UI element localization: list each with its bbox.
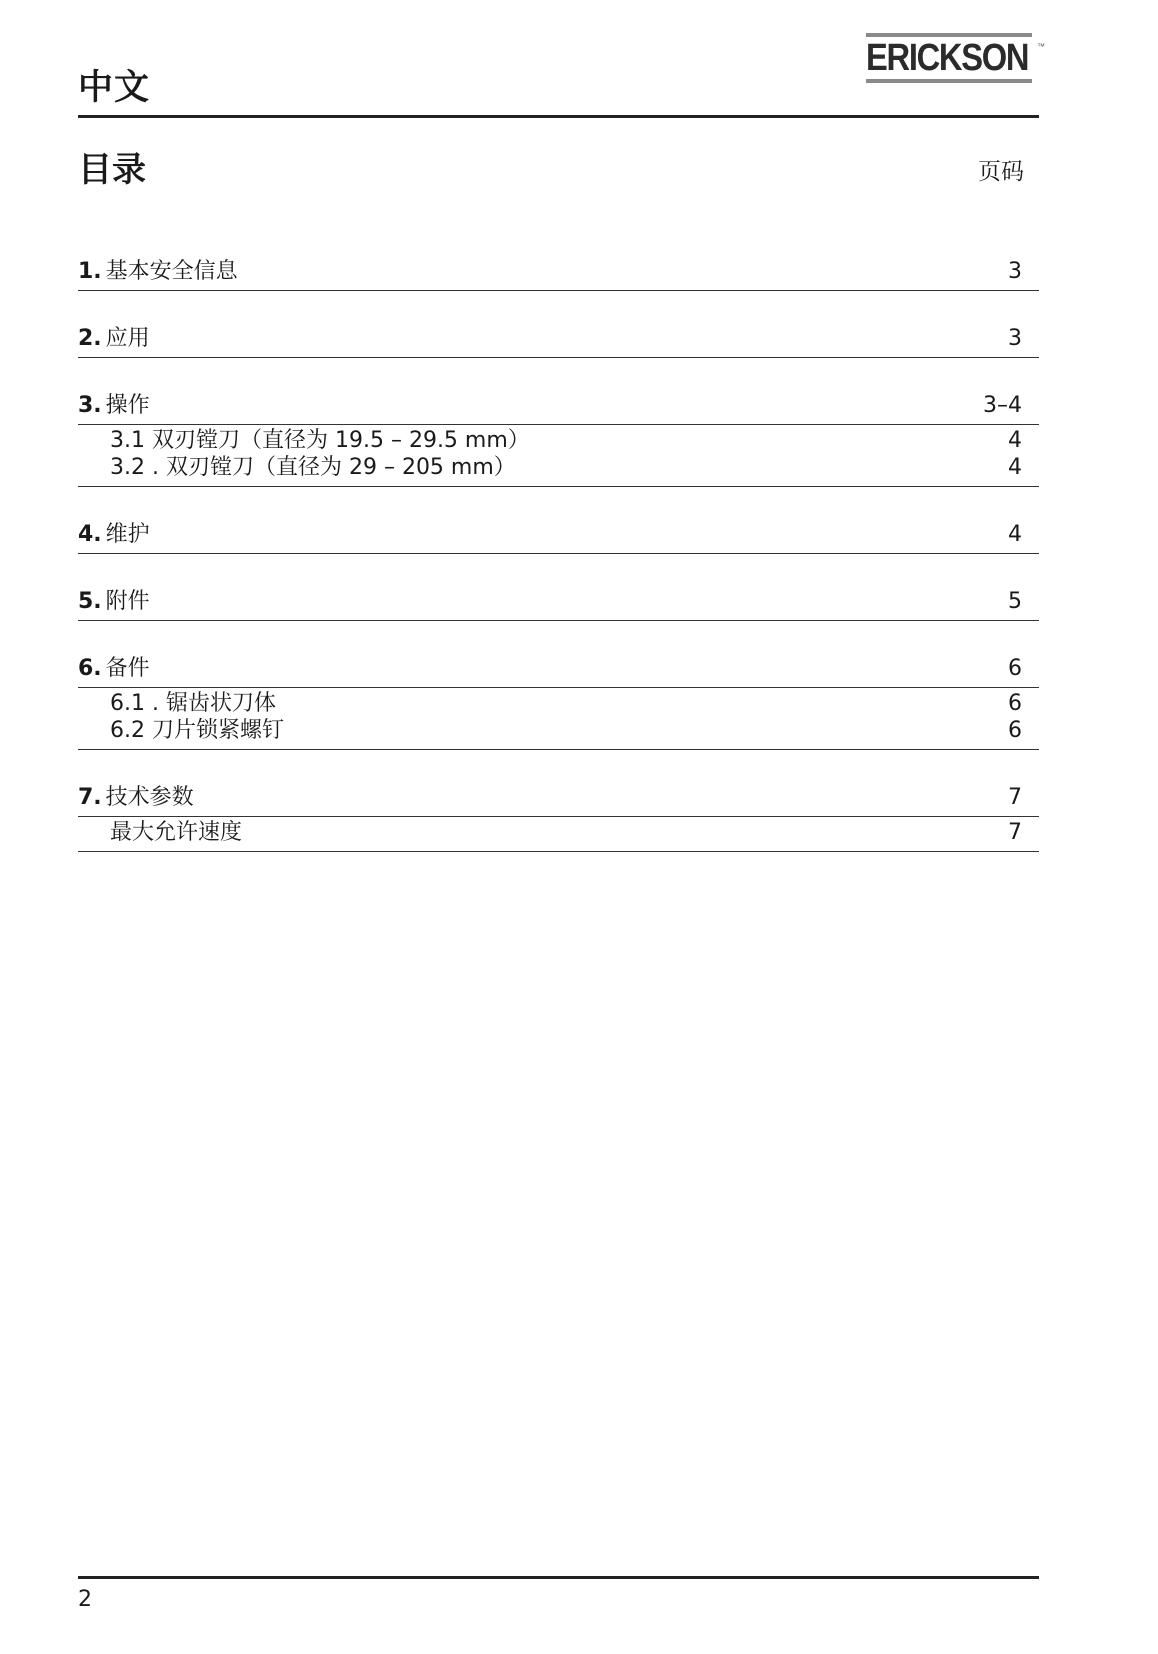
toc-entry-text: 应用 bbox=[105, 326, 150, 351]
toc-entry-number: 3. bbox=[78, 393, 102, 418]
toc-section bbox=[78, 655, 1039, 750]
language-title: 中文 bbox=[78, 68, 151, 108]
toc-divider bbox=[78, 553, 1039, 554]
toc-entry[interactable] bbox=[78, 392, 1039, 420]
toc-subentry[interactable] bbox=[78, 691, 1039, 718]
toc-entry-number: 7. bbox=[78, 785, 102, 810]
toc-entry-title bbox=[78, 784, 962, 812]
toc-entry-page: 6 bbox=[1008, 656, 1022, 681]
toc-entry-number: 2. bbox=[78, 326, 102, 351]
toc-entry[interactable] bbox=[78, 784, 1039, 812]
toc-divider bbox=[78, 424, 1039, 425]
toc-entry-page: 3–4 bbox=[983, 393, 1022, 418]
toc-entry[interactable] bbox=[78, 521, 1039, 549]
toc-divider bbox=[78, 357, 1039, 358]
toc-subentry-title: 最大允许速度 bbox=[110, 820, 243, 845]
toc-entry-title bbox=[78, 392, 962, 420]
toc-entry-text: 附件 bbox=[105, 589, 150, 614]
toc-entry-title bbox=[78, 588, 962, 616]
page-number: 2 bbox=[78, 1587, 92, 1612]
toc-subentry-title: 3.2 . 双刃镗刀（直径为 29 – 205 mm） bbox=[110, 455, 516, 480]
erickson-logo bbox=[866, 33, 1036, 83]
toc-entry-text: 基本安全信息 bbox=[105, 259, 238, 284]
toc-subentry[interactable] bbox=[78, 428, 1039, 455]
toc-entry[interactable] bbox=[78, 325, 1039, 353]
toc-section bbox=[78, 325, 1039, 358]
toc-subentry-page: 6 bbox=[1008, 691, 1022, 716]
toc-subentry-title: 6.1 . 锯齿状刀体 bbox=[110, 691, 276, 716]
toc-entry-page: 3 bbox=[1008, 259, 1022, 284]
toc-entry-page: 3 bbox=[1008, 326, 1022, 351]
toc-entry-number: 1. bbox=[78, 259, 102, 284]
toc-entry-text: 备件 bbox=[105, 656, 150, 681]
toc-entry-text: 维护 bbox=[105, 522, 150, 547]
toc-subentry-page: 4 bbox=[1008, 455, 1022, 480]
logo-wordmark: ERICKSON bbox=[866, 37, 1029, 79]
toc-entry-title bbox=[78, 655, 962, 683]
toc-section bbox=[78, 258, 1039, 291]
logo-bottom-bar bbox=[866, 79, 1032, 83]
toc-entry[interactable] bbox=[78, 258, 1039, 286]
page-column-label: 页码 bbox=[978, 159, 1024, 185]
toc-entry-text: 操作 bbox=[105, 393, 150, 418]
toc-divider bbox=[78, 749, 1039, 750]
toc-entry[interactable] bbox=[78, 588, 1039, 616]
toc-entry-number: 5. bbox=[78, 589, 102, 614]
toc-entry-page: 5 bbox=[1008, 589, 1022, 614]
toc-divider bbox=[78, 851, 1039, 852]
toc-entry[interactable] bbox=[78, 655, 1039, 683]
toc-subentry-title: 6.2 刀片锁紧螺钉 bbox=[110, 718, 284, 743]
toc-divider bbox=[78, 816, 1039, 817]
toc-title: 目录 bbox=[78, 150, 146, 190]
toc-entry-title bbox=[78, 521, 962, 549]
toc-entry-text: 技术参数 bbox=[105, 785, 194, 810]
toc-divider bbox=[78, 620, 1039, 621]
toc-subentry-page: 7 bbox=[1008, 820, 1022, 845]
toc-subentry-page: 4 bbox=[1008, 428, 1022, 453]
toc-subentry[interactable] bbox=[78, 718, 1039, 745]
toc-divider bbox=[78, 687, 1039, 688]
toc-subentry[interactable] bbox=[78, 820, 1039, 847]
toc-entry-page: 7 bbox=[1008, 785, 1022, 810]
toc-entry-number: 4. bbox=[78, 522, 102, 547]
header-divider bbox=[78, 115, 1039, 118]
footer-divider bbox=[78, 1576, 1039, 1579]
toc-divider bbox=[78, 290, 1039, 291]
table-of-contents bbox=[78, 258, 1039, 852]
toc-section bbox=[78, 392, 1039, 487]
toc-subentry-title: 3.1 双刃镗刀（直径为 19.5 – 29.5 mm） bbox=[110, 428, 530, 453]
toc-section bbox=[78, 521, 1039, 554]
toc-section bbox=[78, 784, 1039, 852]
toc-subentry-page: 6 bbox=[1008, 718, 1022, 743]
trademark-symbol: ™ bbox=[1037, 42, 1045, 51]
toc-entry-title bbox=[78, 325, 962, 353]
toc-entry-page: 4 bbox=[1008, 522, 1022, 547]
toc-section bbox=[78, 588, 1039, 621]
toc-entry-number: 6. bbox=[78, 656, 102, 681]
toc-subentry[interactable] bbox=[78, 455, 1039, 482]
toc-divider bbox=[78, 486, 1039, 487]
toc-entry-title bbox=[78, 258, 962, 286]
